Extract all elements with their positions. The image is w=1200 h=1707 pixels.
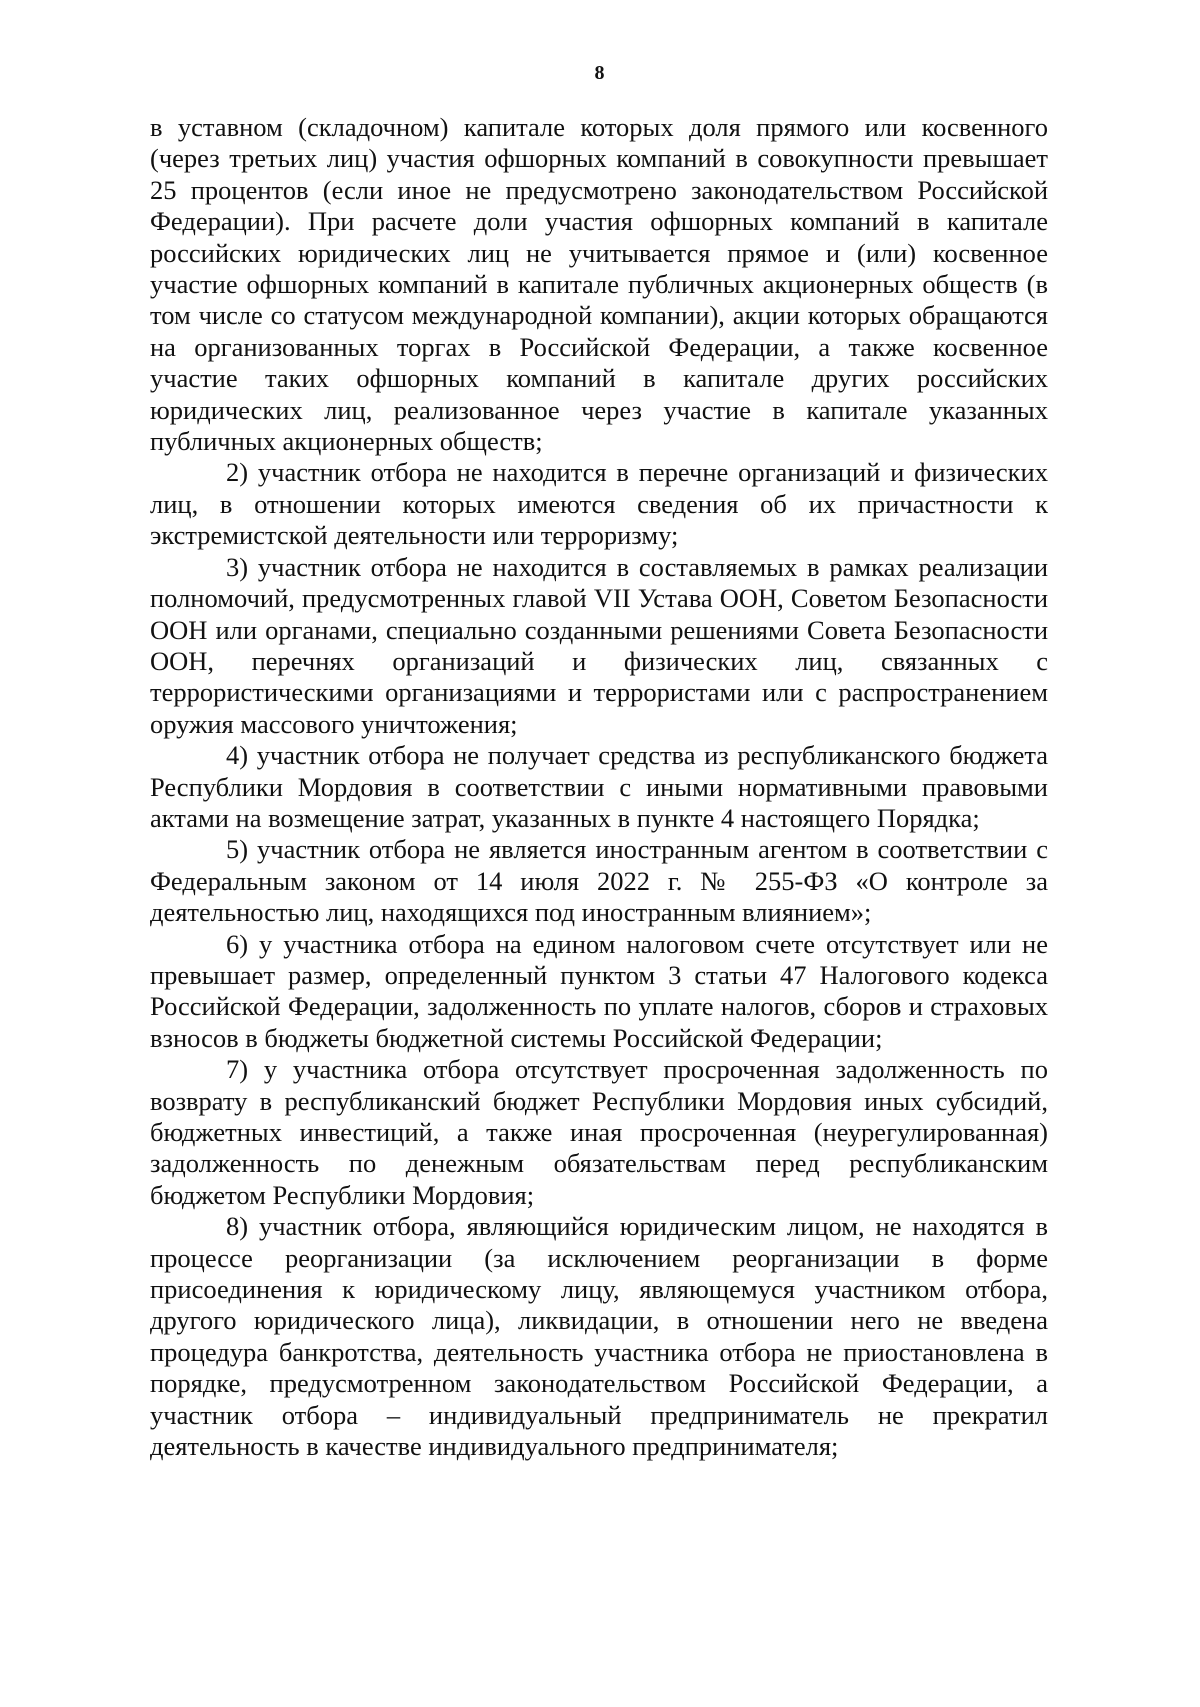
paragraph-item-2: 2) участник отбора не находится в перечне организаций и физических лиц, в отношении которых имеются сведения об их причастности к экстремистской деятельности или терроризму; — [150, 457, 1048, 551]
paragraph-item-6: 6) у участника отбора на едином налоговом счете отсутствует или не превышает размер, определенный пунктом 3 статьи 47 Налогового кодекса Российской Федерации, задолженность по уплате налогов, сборов и страховых взносов в бюджеты бюджетной системы Российской Федерации; — [150, 928, 1048, 1053]
paragraph-item-3: 3) участник отбора не находится в составляемых в рамках реализации полномочий, предусмотренных главой VII Устава ООН, Советом Безопасности ООН или органами, специально созданными решениями Совета Безопасности ООН, перечнях организаций и физических лиц, связанных с террористическими организациями и террористами или с распространением оружия массового уничтожения; — [150, 551, 1048, 739]
paragraph-item-4: 4) участник отбора не получает средства из республиканского бюджета Республики Мордовия в соответствии с иными нормативными правовыми актами на возмещение затрат, указанных в пункте 4 настоящего Порядка; — [150, 740, 1048, 833]
paragraph-continuation: в уставном (складочном) капитале которых доля прямого или косвенного (через третьих лиц) участия офшорных компаний в совокупности превышает 25 процентов (если иное не предусмотрено законодательством Российской Федерации). При расчете доли участия офшорных компаний в капитале российских юридических лиц не учитывается прямое и (или) косвенное участие офшорных компаний в капитале публичных акционерных обществ (в том числе со статусом международной компании), акции которых обращаются на организованных торгах в Российской Федерации, а также косвенное участие таких офшорных компаний в капитале других российских юридических лиц, реализованное через участие в капитале указанных публичных акционерных обществ; — [150, 112, 1048, 457]
paragraph-item-5: 5) участник отбора не является иностранным агентом в соответствии с Федеральным законом от 14 июля 2022 г. № 255-ФЗ «О контроле за деятельностью лиц, находящихся под иностранным влиянием»; — [150, 834, 1048, 928]
paragraph-item-8: 8) участник отбора, являющийся юридическим лицом, не находятся в процессе реорганизации (за исключением реорганизации в форме присоединения к юридическому лицу, являющемуся участником отбора, другого юридического лица), ликвидации, в отношении него не введена процедура банкротства, деятельность участника отбора не приостановлена в порядке, предусмотренном законодательством Российской Федерации, а участник отбора – индивидуальный предприниматель не прекратил деятельность в качестве индивидуального предпринимателя; — [150, 1211, 1048, 1462]
paragraph-item-7: 7) у участника отбора отсутствует просроченная задолженность по возврату в республиканский бюджет Республики Мордовия иных субсидий, бюджетных инвестиций, а также иная просроченная (неурегулированная) задолженность по денежным обязательствам перед республиканским бюджетом Республики Мордовия; — [150, 1054, 1048, 1210]
document-body — [150, 112, 1048, 1462]
page-number: 8 — [594, 62, 606, 84]
